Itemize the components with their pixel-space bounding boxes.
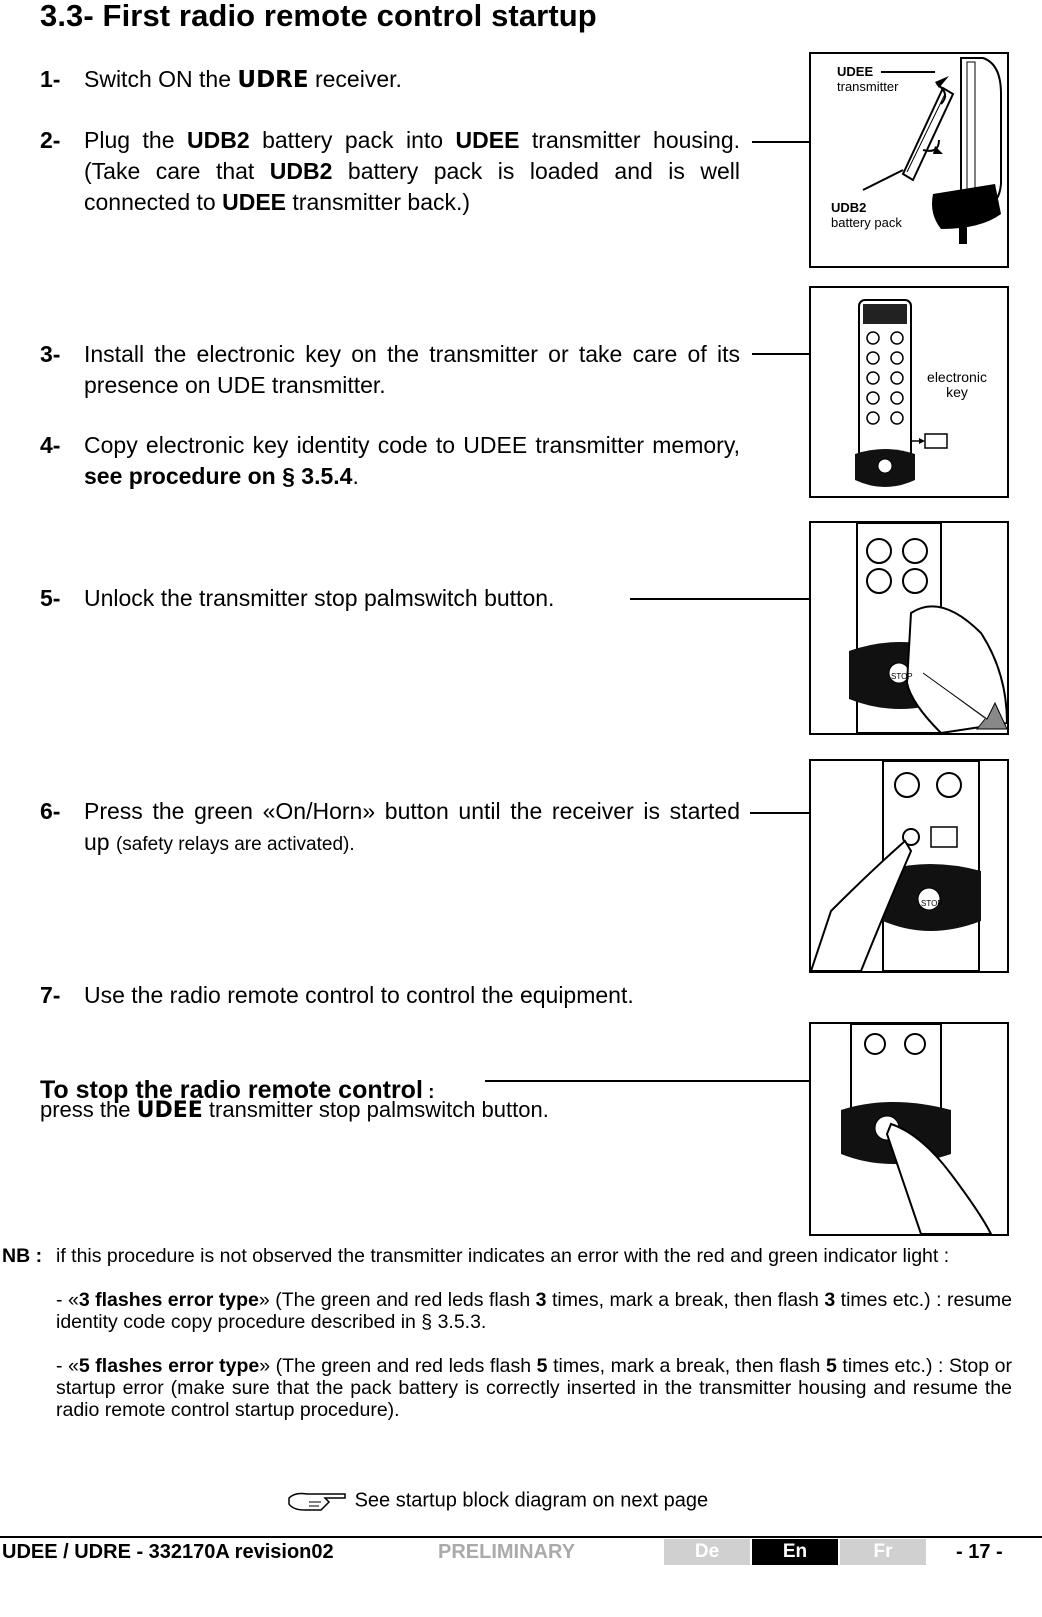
see-next-text: See startup block diagram on next page <box>354 1489 709 1512</box>
footer-divider <box>0 1536 1042 1538</box>
step-text: . <box>352 463 359 489</box>
figure-label-transmitter: UDEE transmitter <box>837 64 899 94</box>
see-next-page <box>285 1488 708 1514</box>
unlock-stop-illustration <box>811 523 1007 733</box>
step-text: receiver. <box>308 66 402 92</box>
battery-name: UDB2 <box>269 158 333 184</box>
leader-line <box>485 1080 810 1082</box>
transmitter-name: UDEE <box>455 127 520 153</box>
pointing-hand-icon <box>285 1488 349 1514</box>
battery-name: UDB2 <box>186 127 250 153</box>
stop-label: STOP <box>891 672 913 681</box>
figure-press-on <box>809 759 1009 973</box>
nb-item-3-flashes: - «3 flashes error type» (The green and red leds flash 3 times, mark a break, then flash 3 times etc.) : resume identity code copy procedure described in § 3.5.3. <box>56 1289 1013 1333</box>
step-text: battery pack into <box>249 127 456 153</box>
step-number: 4- <box>40 432 61 458</box>
press-stop-illustration <box>811 1024 1007 1234</box>
leader-line <box>752 141 810 143</box>
step-text: Plug the <box>84 127 187 153</box>
step-number: 1- <box>40 66 61 92</box>
footer-status: PRELIMINARY <box>438 1541 576 1563</box>
page-number: - 17 - <box>956 1541 1003 1563</box>
nb-note <box>2 1245 1012 1443</box>
figure-battery-pack <box>809 52 1009 268</box>
lang-tab-de[interactable]: De <box>664 1539 750 1565</box>
step-number: 2- <box>40 127 61 153</box>
receiver-name: UDRE <box>237 67 309 93</box>
figure-unlock-stop <box>809 521 1009 735</box>
step-text: Press the green «On/Horn» button until the receiver is started up <box>84 798 740 855</box>
step-3 <box>40 339 740 401</box>
figure-label-electronic-key: electronic key <box>927 369 987 400</box>
step-number: 3- <box>40 341 61 367</box>
step-2 <box>40 125 740 218</box>
stop-label: STOP <box>921 899 943 908</box>
step-text: Install the electronic key on the transmitter or take care of its presence on UDE transmitter. <box>84 341 740 398</box>
nb-item-5-flashes: - «5 flashes error type» (The green and red leds flash 5 times, mark a break, then flash 5 times etc.) : Stop or startup error (make sure that the pack battery is correctly inserted in the transmitter housing and resume the radio remote control startup procedure). <box>56 1355 1012 1421</box>
page-title: 3.3- First radio remote control startup <box>40 0 597 33</box>
leader-line <box>750 812 810 814</box>
step-text: transmitter housing. (Take care that <box>84 127 740 184</box>
step-text: Switch ON the <box>84 66 238 92</box>
figure-press-stop <box>809 1022 1009 1236</box>
step-6 <box>40 796 740 860</box>
lang-tab-fr[interactable]: Fr <box>840 1539 926 1565</box>
step-5 <box>40 583 640 614</box>
press-on-illustration <box>811 761 1007 971</box>
footer-doc-ref: UDEE / UDRE - 332170A revision02 <box>2 1541 334 1563</box>
step-note: (safety relays are activated). <box>115 834 355 855</box>
step-number: 5- <box>40 585 61 611</box>
figure-label-battery: UDB2 battery pack <box>831 200 902 230</box>
step-7 <box>40 980 740 1011</box>
lang-tab-en[interactable]: En <box>752 1539 838 1565</box>
figure-electronic-key <box>809 286 1009 498</box>
leader-line <box>630 598 810 600</box>
step-1 <box>40 64 740 96</box>
step-number: 7- <box>40 982 61 1008</box>
step-text: Use the radio remote control to control the equipment. <box>84 982 634 1008</box>
stop-text: press the UDEE transmitter stop palmswitch button. <box>40 1097 549 1123</box>
step-text: Unlock the transmitter stop palmswitch button. <box>84 585 555 611</box>
nb-label: NB : <box>2 1245 43 1267</box>
nb-intro: if this procedure is not observed the transmitter indicates an error with the red and green indicator light : <box>56 1245 950 1267</box>
step-number: 6- <box>40 798 61 824</box>
procedure-reference: see procedure on § 3.5.4 <box>84 463 353 489</box>
step-4 <box>40 430 740 492</box>
leader-line <box>752 353 810 355</box>
step-text: battery pack is loaded and is well connected to <box>84 158 740 215</box>
step-text: transmitter back.) <box>286 189 471 215</box>
stop-title: To stop the radio remote control : <box>40 1076 435 1104</box>
transmitter-name: UDEE <box>222 189 287 215</box>
step-text: Copy electronic key identity code to UDEE transmitter memory, <box>84 432 740 458</box>
